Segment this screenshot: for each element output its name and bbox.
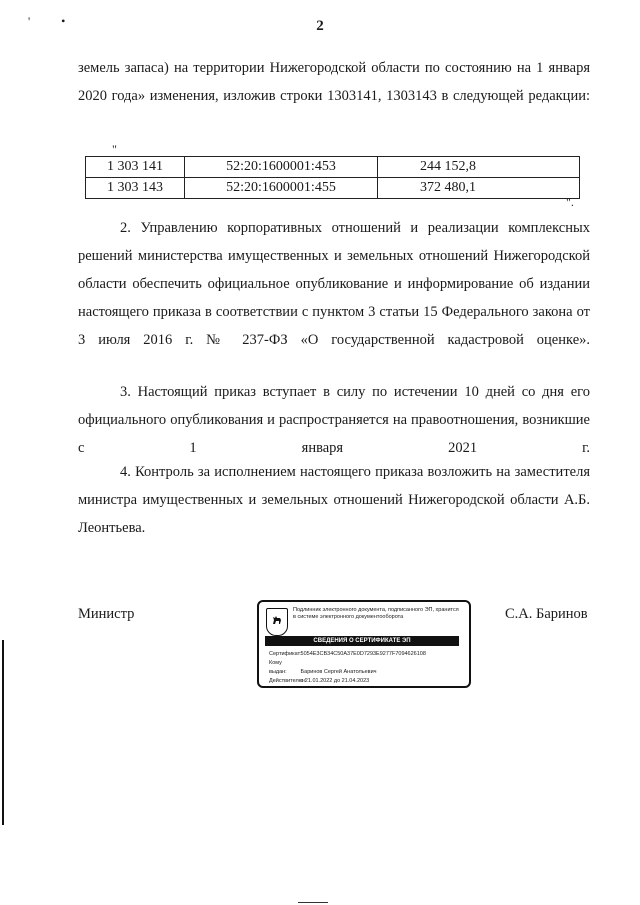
table-cell-cadastral-number: 52:20:1600001:453 bbox=[185, 157, 378, 178]
bottom-mark bbox=[298, 902, 328, 903]
stamp-label: Сертификат: bbox=[269, 651, 302, 657]
stamp-details bbox=[269, 650, 465, 686]
paragraph-1: земель запаса) на территории Нижегородской области по состоянию на 1 января 2020 года» изменения, изложив строки 1303141, 1303143 в следующей редакции: bbox=[78, 60, 590, 104]
stamp-label: Действителен: bbox=[269, 678, 307, 684]
table-cell-value: 372 480,1 bbox=[378, 178, 580, 199]
table-cell-code: 1 303 141 bbox=[86, 157, 185, 178]
table-row bbox=[86, 157, 580, 178]
stamp-row-valid bbox=[269, 677, 465, 686]
paragraph-4: 4. Контроль за исполнением настоящего приказа возложить на заместителя министра имущественных и земельных отношений Нижегородской области А.Б. Леонтьева. bbox=[78, 464, 590, 536]
paragraph-2: 2. Управлению корпоративных отношений и реализации комплексных решений министерства имущественных и земельных отношений Нижегородской области обеспечить официальное опубликование и информирование об издании настоящего приказа в соответствии с пунктом 3 статьи 15 Федерального закона от 3 июля 2016 г. № 237-ФЗ «О государственной кадастровой оценке». bbox=[78, 220, 590, 348]
table-cell-code: 1 303 143 bbox=[86, 178, 185, 199]
stamp-value: Баринов Сергей Анатольевич bbox=[300, 669, 377, 675]
table-row bbox=[86, 178, 580, 199]
paragraph-3: 3. Настоящий приказ вступает в силу по истечении 10 дней со дня его официального опубликования и распространяется на правоотношения, возникшие с 1 января 2021 г. bbox=[78, 384, 590, 456]
page-number: 2 bbox=[316, 18, 324, 34]
scan-edge-bar bbox=[2, 640, 4, 825]
stamp-note: Подлинник электронного документа, подписанного ЭП, хранится в системе электронного документооборота bbox=[293, 607, 459, 620]
stamp-label: Кому выдан: bbox=[269, 660, 287, 675]
signer-position: Министр bbox=[78, 606, 135, 622]
stamp-row-issued bbox=[269, 659, 465, 677]
coat-of-arms-icon bbox=[266, 608, 288, 636]
stamp-header: СВЕДЕНИЯ О СЕРТИФИКАТЕ ЭП bbox=[265, 636, 459, 646]
e-signature-stamp bbox=[257, 600, 471, 688]
quote-close: ". bbox=[566, 195, 574, 209]
stamp-value: с 21.01.2022 до 21.04.2023 bbox=[300, 678, 370, 684]
table-cell-cadastral-number: 52:20:1600001:455 bbox=[185, 178, 378, 199]
stamp-value: 5054E3CB34C50A37E0D7293E9277F7094626108 bbox=[300, 651, 426, 657]
quote-open: " bbox=[112, 142, 117, 156]
stamp-row-certificate bbox=[269, 650, 465, 659]
cadastral-table bbox=[85, 156, 580, 199]
signer-name: С.А. Баринов bbox=[505, 606, 588, 622]
corner-marks: ' • bbox=[28, 14, 80, 28]
table-cell-value: 244 152,8 bbox=[378, 157, 580, 178]
deer-icon bbox=[271, 614, 283, 626]
